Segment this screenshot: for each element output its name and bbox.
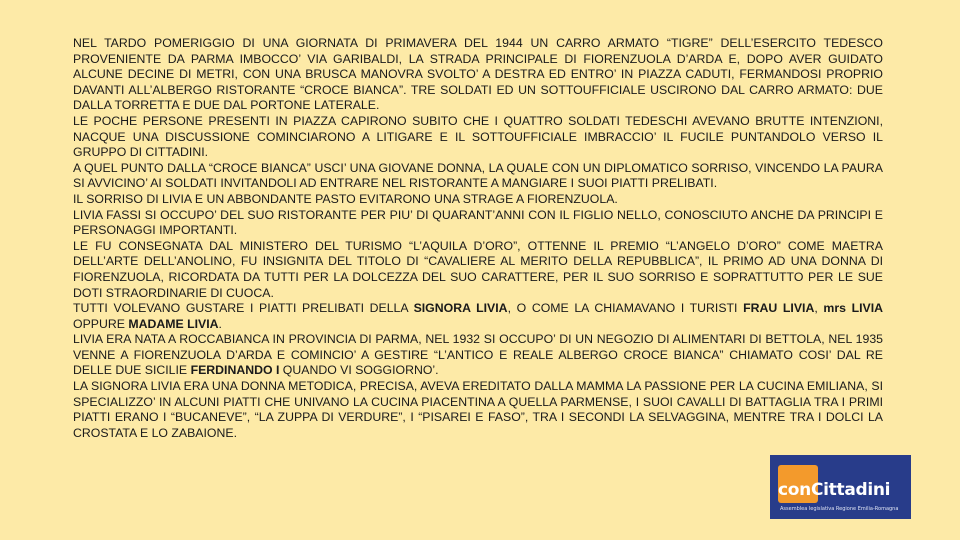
paragraph-5 (73, 208, 883, 239)
bold-run: mrs LIVIA (823, 301, 884, 316)
text-run: , O COME LA CHIAMAVANO I TURISTI (507, 301, 744, 316)
paragraph-4 (73, 192, 883, 208)
text-run: TUTTI VOLEVANO GUSTARE I PIATTI PRELIBATI DELLA (73, 301, 414, 316)
text-run: , (814, 301, 824, 316)
text-run: QUANDO VI SOGGIORNO’. (279, 363, 439, 378)
paragraph-1 (73, 36, 883, 114)
text-run: LIVIA ERA NATA A ROCCABIANCA IN PROVINCIA DI PARMA, NEL 1932 SI OCCUPO’ DI UN NEGOZIO DI ALIMENTARI DI BETTOLA, NEL 1935 VENNE A FIORENZUOLA D’ARDA E COMINCIO’ A GESTIRE “L’ANTICO E REALE ALBERGO CROCE BIANCA” CHIAMATO COSI’ DAL RE DELLE DUE SICILIE (73, 332, 883, 378)
text-run: . (218, 316, 222, 331)
body-text (73, 36, 883, 441)
text-run: LE FU CONSEGNATA DAL MINISTERO DEL TURISMO “L’AQUILA D’ORO”, OTTENNE IL PREMIO “L’ANGELO D’ORO” COME MAETRA DELL’ARTE DELL’ANOLINO, FU INSIGNITA DEL TITOLO DI “CAVALIERE AL MERITO DELLA REPUBBLICA”, IL PRIMO AD UNA DONNA DI FIORENZUOLA, RICORDATA DA TUTTI PER LA DOLCEZZA DEL SUO CARATTERE, PER IL SUO SORRISO E SOPRATTUTTO PER LE SUE DOTI STRAORDINARIE DI CUOCA. (73, 238, 883, 300)
paragraph-7 (73, 301, 883, 332)
logo-wordmark: conCittadini (778, 480, 891, 500)
logo-tagline: Assemblea legislativa Regione Emilia-Romagna (780, 506, 899, 512)
text-run: NEL TARDO POMERIGGIO DI UNA GIORNATA DI PRIMAVERA DEL 1944 UN CARRO ARMATO “TIGRE” DELL’ESERCITO TEDESCO PROVENIENTE DA PARMA IMBOCCO’ VIA GARIBALDI, LA STRADA PRINCIPALE DI FIORENZUOLA D’ARDA E, DOPO AVER GUIDATO ALCUNE DECINE DI METRI, CON UNA BRUSCA MANOVRA SVOLTO’ A DESTRA ED ENTRO’ IN PIAZZA CADUTI, FERMANDOSI PROPRIO DAVANTI ALL’ALBERGO RISTORANTE “CROCE BIANCA”. TRE SOLDATI ED UN SOTTOUFFICIALE USCIRONO DAL CARRO ARMATO: DUE DALLA TORRETTA E DUE DAL PORTONE LATERALE. (73, 36, 883, 113)
paragraph-6 (73, 239, 883, 301)
concittadini-logo (770, 455, 911, 519)
text-run: OPPURE (73, 316, 129, 331)
text-run: LE POCHE PERSONE PRESENTI IN PIAZZA CAPIRONO SUBITO CHE I QUATTRO SOLDATI TEDESCHI AVEVANO BRUTTE INTENZIONI, NACQUE UNA DISCUSSIONE COMINCIARONO A LITIGARE E IL SOTTOUFFICIALE IMBRACCIO’ IL FUCILE PUNTANDOLO VERSO IL GRUPPO DI CITTADINI. (73, 113, 883, 160)
bold-run: FRAU LIVIA (743, 301, 815, 316)
paragraph-2 (73, 114, 883, 161)
text-run: IL SORRISO DI LIVIA E UN ABBONDANTE PASTO EVITARONO UNA STRAGE A FIORENZUOLA. (73, 191, 618, 206)
paragraph-8 (73, 332, 883, 379)
bold-run: SIGNORA LIVIA (413, 301, 508, 316)
text-run: LA SIGNORA LIVIA ERA UNA DONNA METODICA, PRECISA, AVEVA EREDITATO DALLA MAMMA LA PASSIONE PER LA CUCINA EMILIANA, SI SPECIALIZZO’ IN ALCUNI PIATTI CHE UNIVANO LA CUCINA PIACENTINA A QUELLA PARMENSE, I SUOI CAVALLI DI BATTAGLIA TRA I PRIMI PIATTI ERANO I “BUCANEVE”, “LA ZUPPA DI VERDURE”, I “PISAREI E FASO”, TRA I SECONDI LA SELVAGGINA, MENTRE TRA I DOLCI LA CROSTATA E LO ZABAIONE. (73, 379, 883, 440)
bold-run: MADAME LIVIA (128, 316, 219, 331)
paragraph-3 (73, 161, 883, 192)
text-run: LIVIA FASSI SI OCCUPO’ DEL SUO RISTORANTE PER PIU’ DI QUARANT’ANNI CON IL FIGLIO NELLO, CONOSCIUTO ANCHE DA PRINCIPI E PERSONAGGI IMPORTANTI. (73, 207, 883, 238)
paragraph-9 (73, 379, 883, 441)
text-run: A QUEL PUNTO DALLA “CROCE BIANCA” USCI’ UNA GIOVANE DONNA, LA QUALE CON UN DIPLOMATICO SORRISO, VINCENDO LA PAURA SI AVVICINO’ AI SOLDATI INVITANDOLI AD ENTRARE NEL RISTORANTE A MANGIARE I SUOI PIATTI PRELIBATI. (73, 160, 883, 191)
bold-run: FERDINANDO I (190, 363, 280, 378)
